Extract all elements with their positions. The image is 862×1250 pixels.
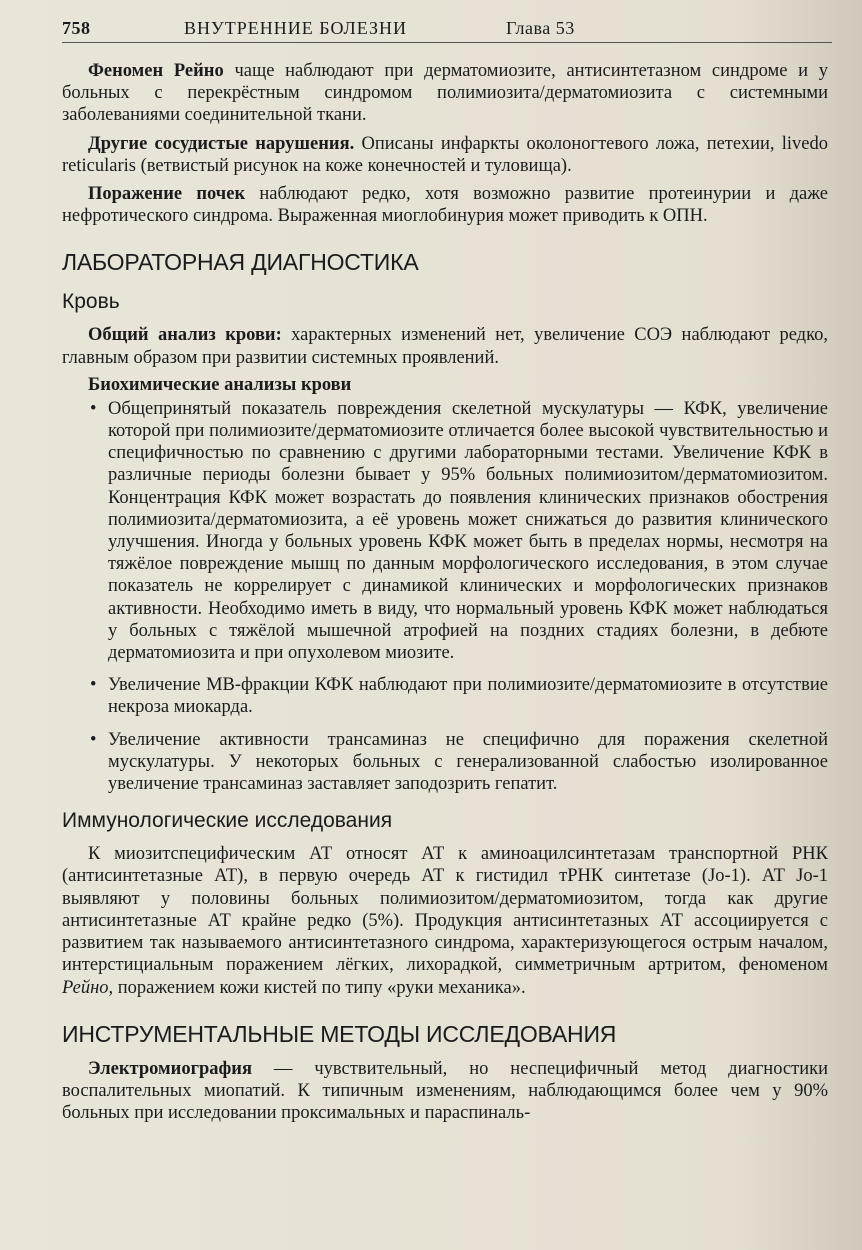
lead-term: Феномен Рейно <box>88 61 224 81</box>
lead-term: Общий анализ крови: <box>88 325 282 346</box>
paragraph-cbc: Общий анализ крови: характерных изменений нет, увеличение СОЭ наблюдают редко, главным образом при развитии системных проявлений. <box>62 325 828 368</box>
biochem-subheading: Биохимические анализы крови <box>88 374 352 395</box>
paragraph-raynaud: Феномен Рейно чаще наблюдают при дерматомиозите, антисинтетазном синдроме и у больных с перекрёстным синдромом полимиозита/дерматомиозита с системными заболеваниями соединительной ткани. <box>62 61 829 126</box>
page-body <box>62 60 828 1124</box>
paragraph-emg: Электромиография — чувствительный, но неспецифичный метод диагностики воспалительных миопатий. К типичным изменениям, наблюдающимся более чем у 90% больных при исследовании проксимальных и параспиналь- <box>62 1058 828 1124</box>
list-item: • Общепринятый показатель повреждения скелетной мускулатуры — КФК, увеличение которой при полимиозите/дерматомиозите отличается более высокой чувствительностью и специфичностью по сравнению с другими лабораторными тестами. Увеличение КФК в различные периоды болезни бывает у 95% больных полимиозитом/дерматомиозитом. Концентрация КФК может возрастать до появления клинических признаков обострения полимиозита/дерматомиозита, а её уровень может снижаться до развития клинического улучшения. Иногда у больных уровень КФК может быть в пределах нормы, несмотря на тяжёлое повреждение мышц по данным морфологического исследования, в этом случае показатель не коррелирует с динамикой клинических и морфологических признаков активности. Необходимо иметь в виду, что нормальный уровень КФК может наблюдаться у больных с тяжёлой мышечной атрофией на поздних стадиях болезни, в дебюте дерматомиозита и при опухолевом миозите. <box>108 398 828 664</box>
lead-term: Другие сосудистые нарушения. <box>88 133 355 154</box>
book-title: ВНУТРЕННИЕ БОЛЕЗНИ <box>184 18 407 38</box>
italic-term: Рейно <box>62 977 109 998</box>
list-item: • Увеличение активности трансаминаз не специфично для поражения скелетной мускулатуры. У некоторых больных с генерализованной слабостью изолированное увеличение трансаминаз заставляет заподозрить гепатит. <box>108 729 828 796</box>
lead-term: Электромиография <box>88 1058 252 1079</box>
paragraph-vascular: Другие сосудистые нарушения. Описаны инфаркты околоногтевого ложа, петехии, livedo reticularis (ветвистый рисунок на коже конечностей и туловища). <box>62 133 828 176</box>
paragraph-kidney: Поражение почек наблюдают редко, хотя возможно развитие протеинурии и даже нефротического синдрома. Выраженная миоглобинурия может приводить к ОПН. <box>62 184 829 227</box>
running-header <box>62 14 822 42</box>
biochem-list <box>62 398 828 795</box>
section-heading-instrumental: ИНСТРУМЕНТАЛЬНЫЕ МЕТОДЫ ИССЛЕДОВАНИЯ <box>62 1020 617 1047</box>
header-rule <box>62 42 832 43</box>
page-number: 758 <box>62 18 91 38</box>
paragraph-immuno: К миозитспецифическим АТ относят АТ к аминоацилсинтетазам транспортной РНК (антисинтетазные АТ), в первую очередь АТ к гистидил тРНК синтетазе (Jo-1). АТ Jo-1 выявляют у половины больных полимиозитом/дерматомиозитом, тогда как другие антисинтетазные АТ крайне редко (5%). Продукция антисинтетазных АТ ассоциируется с развитием так называемого антисинтетазного синдрома, характеризующегося острым началом, интерстициальным поражением лёгких, лихорадкой, симметричным артритом, феноменом Рейно, поражением кожи кистей по типу «руки механика». <box>62 844 828 998</box>
lead-term: Поражение почек <box>88 184 246 205</box>
subsection-heading-immuno: Иммунологические исследования <box>62 809 393 833</box>
chapter-label: Глава 53 <box>506 18 575 38</box>
subsection-heading-blood: Кровь <box>62 290 120 314</box>
section-heading-lab: ЛАБОРАТОРНАЯ ДИАГНОСТИКА <box>62 249 419 276</box>
list-item: • Увеличение МВ-фракции КФК наблюдают при полимиозите/дерматомиозите в отсутствие некроза миокарда. <box>108 674 828 718</box>
